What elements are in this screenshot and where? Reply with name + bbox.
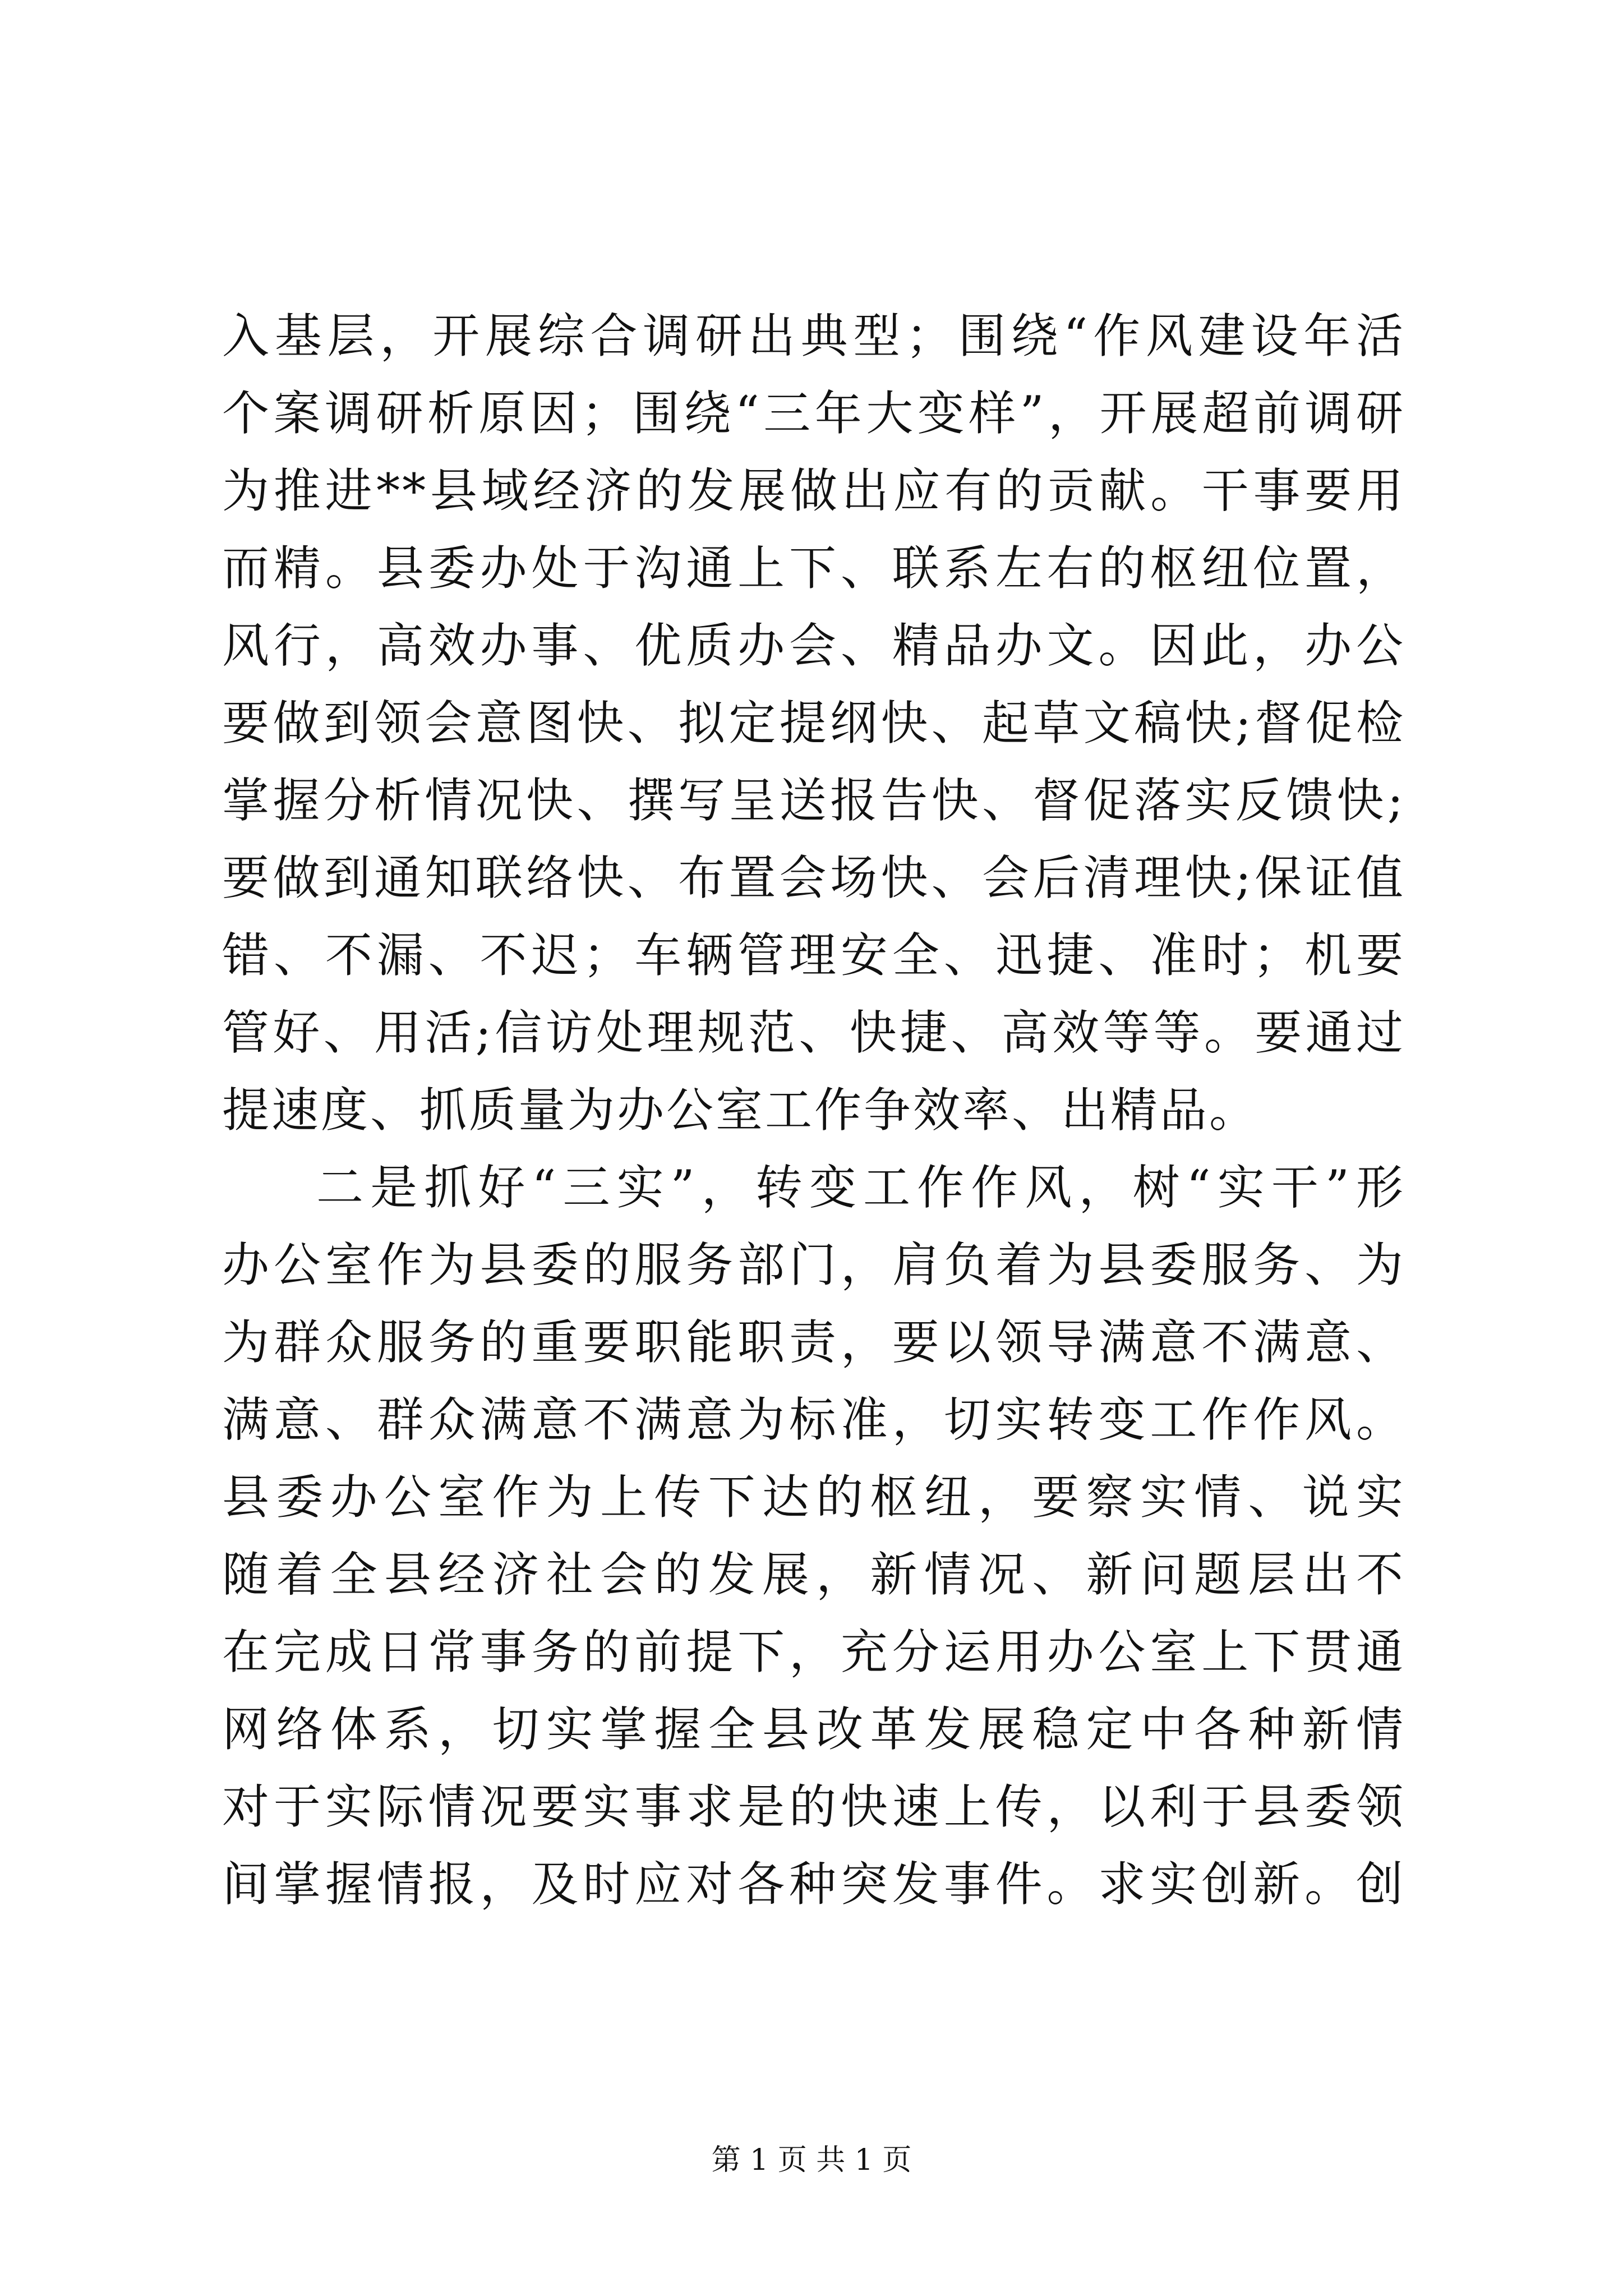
text-line-9: 错、不漏、不迟；车辆管理安全、迅捷、准时；机要 <box>222 928 1405 983</box>
text-line-20: 对于实际情况要实事求是的快速上传，以利于县委领 <box>222 1779 1405 1834</box>
text-line-12: 二是抓好“三实”，转变工作作风，树“实干”形 <box>316 1160 1405 1215</box>
text-line-4: 而精。县委办处于沟通上下、联系左右的枢纽位置， <box>222 541 1405 596</box>
text-line-21: 间掌握情报，及时应对各种突发事件。求实创新。创 <box>222 1857 1405 1912</box>
text-line-6: 要做到领会意图快、拟定提纲快、起草文稿快;督促检 <box>222 696 1405 751</box>
text-line-15: 满意、群众满意不满意为标准，切实转变工作作风。 <box>222 1392 1405 1447</box>
text-line-10: 管好、用活;信访处理规范、快捷、高效等等。要通过 <box>222 1005 1405 1060</box>
text-line-11: 提速度、抓质量为办公室工作争效率、出精品。 <box>222 1083 1259 1138</box>
page-footer: 第 1 页 共 1 页 <box>711 2143 912 2177</box>
text-line-1: 入基层，开展综合调研出典型；围绕“作风建设年活 <box>222 309 1405 364</box>
text-line-5: 风行，高效办事、优质办会、精品办文。因此，办公 <box>222 618 1405 673</box>
text-line-2: 个案调研析原因；围绕“三年大变样”，开展超前调研 <box>222 386 1405 441</box>
text-line-16: 县委办公室作为上传下达的枢纽，要察实情、说实 <box>222 1470 1405 1525</box>
text-line-8: 要做到通知联络快、布置会场快、会后清理快;保证值 <box>222 850 1405 905</box>
text-line-3: 为推进**县域经济的发展做出应有的贡献。干事要用 <box>222 463 1405 518</box>
text-line-7: 掌握分析情况快、撰写呈送报告快、督促落实反馈快; <box>222 773 1405 828</box>
body-text <box>222 297 1405 1923</box>
text-line-17: 随着全县经济社会的发展，新情况、新问题层出不 <box>222 1547 1405 1602</box>
text-line-19: 网络体系，切实掌握全县改革发展稳定中各种新情 <box>222 1702 1405 1757</box>
text-line-18: 在完成日常事务的前提下，充分运用办公室上下贯通 <box>222 1625 1405 1680</box>
text-line-14: 为群众服务的重要职能职责，要以领导满意不满意、 <box>222 1315 1405 1370</box>
text-line-13: 办公室作为县委的服务部门，肩负着为县委服务、为 <box>222 1237 1405 1292</box>
